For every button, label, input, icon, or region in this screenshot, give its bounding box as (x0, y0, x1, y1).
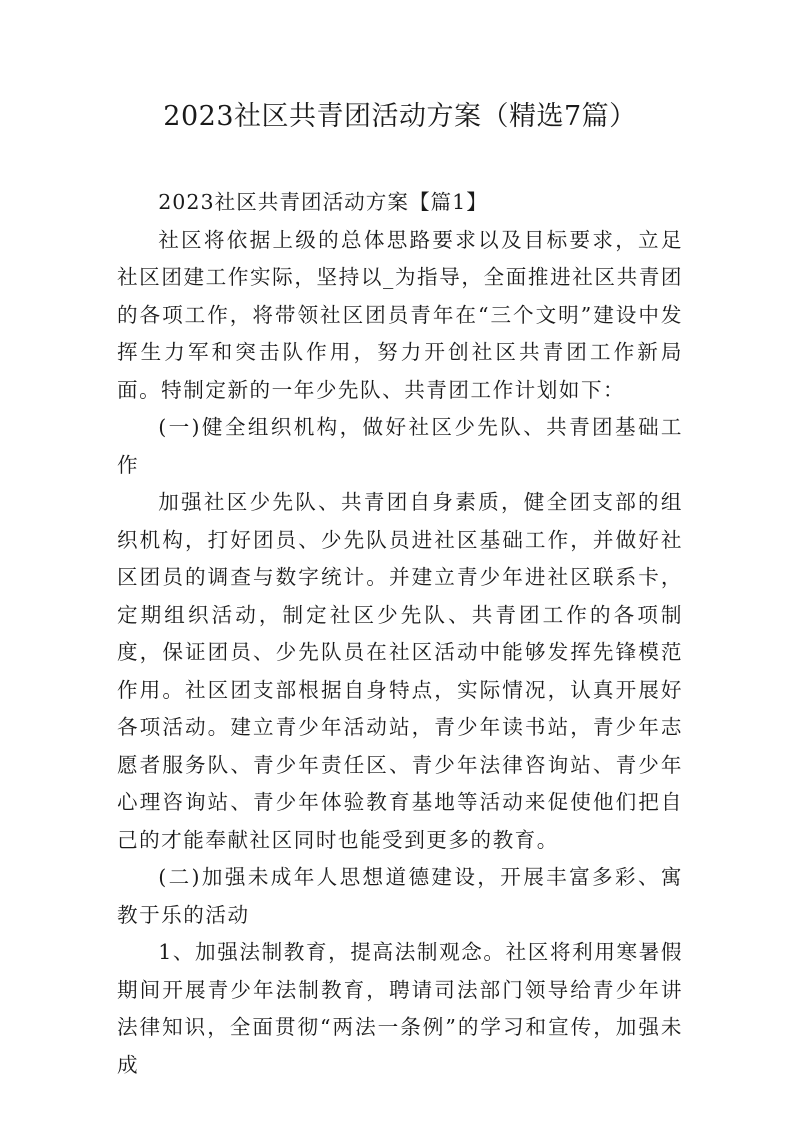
section-title: 2023社区共青团活动方案【篇1】 (158, 190, 488, 214)
subheading-moral-education: (二)加强未成年人思想道德建设，开展丰富多彩、寓教于乐的活动 (117, 865, 683, 927)
document-body (117, 184, 683, 1084)
paragraph-intro: 社区将依据上级的总体思路要求以及目标要求，立足社区团建工作实际，坚持以_为指导，全面推进社区共青团的各项工作，将带领社区团员青年在“三个文明”建设中发挥生力军和突击队作用，努力开创社区共青团工作新局面。特制定新的一年少先队、共青团工作计划如下： (117, 227, 683, 402)
paragraph-legal-education: 1、加强法制教育，提高法制观念。社区将利用寒暑假期间开展青少年法制教育，聘请司法部门领导给青少年讲法律知识，全面贯彻“两法一条例”的学习和宣传，加强未成 (117, 940, 683, 1077)
paragraph-organization: 加强社区少先队、共青团自身素质，健全团支部的组织机构，打好团员、少先队员进社区基础工作，并做好社区团员的调查与数字统计。并建立青少年进社区联系卡，定期组织活动，制定社区少先队、共青团工作的各项制度，保证团员、少先队员在社区活动中能够发挥先锋模范作用。社区团支部根据自身特点，实际情况，认真开展好各项活动。建立青少年活动站，青少年读书站，青少年志愿者服务队、青少年责任区、青少年法律咨询站、青少年心理咨询站、青少年体验教育基地等活动来促使他们把自己的才能奉献社区同时也能受到更多的教育。 (117, 490, 683, 852)
document-title: 2023社区共青团活动方案（精选7篇） (163, 101, 637, 132)
subheading-organization: (一)健全组织机构，做好社区少先队、共青团基础工作 (117, 415, 683, 477)
